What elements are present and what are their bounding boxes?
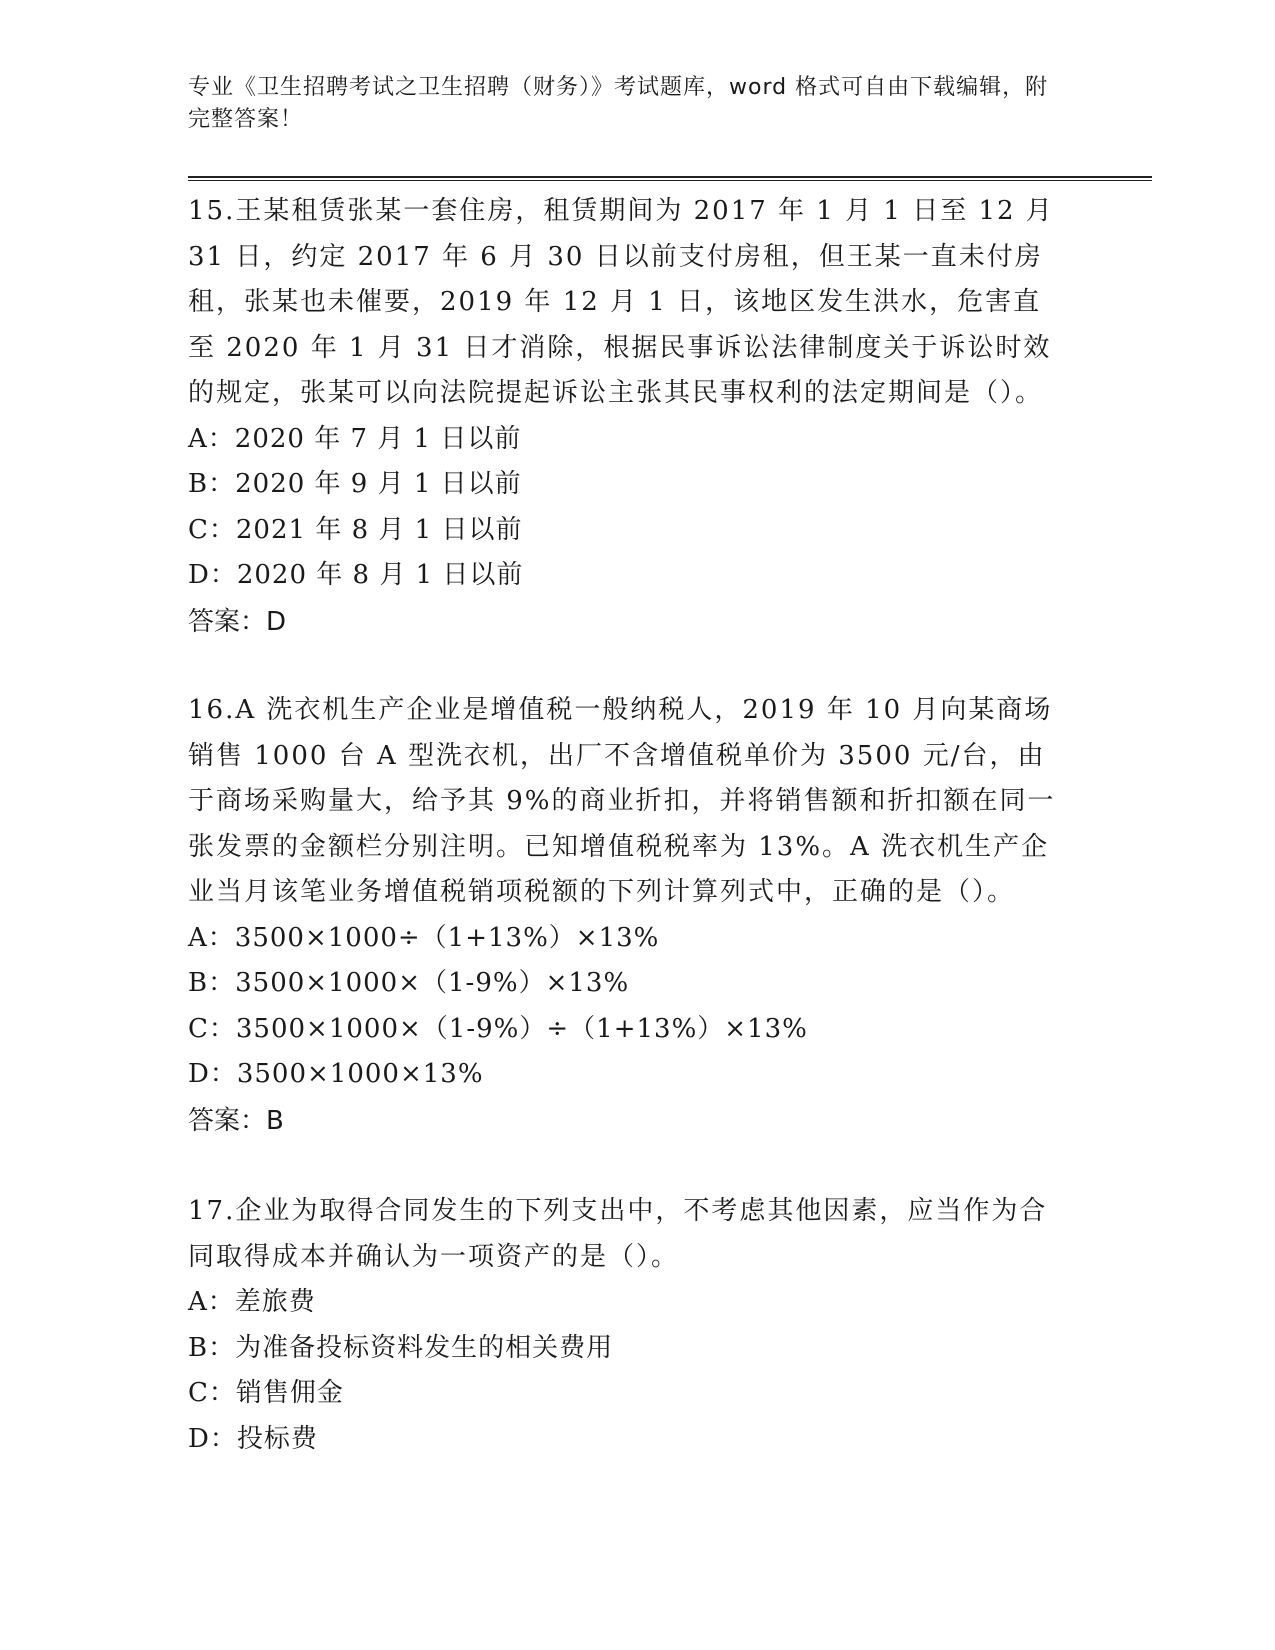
option-d: D：2020 年 8 月 1 日以前	[188, 560, 524, 590]
question-16	[188, 688, 1068, 1144]
option-c: C：3500×1000×（1-9%）÷（1+13%）×13%	[188, 1013, 808, 1044]
question-stem: 16.A 洗衣机生产企业是增值税一般纳税人，2019 年 10 月向某商场销售 1000 台 A 型洗衣机，出厂不含增值税单价为 3500 元/台，由于商场采购量大，给予其 9%的商业折扣，并将销售额和折扣额在同一张发票的金额栏分别注明。已知增值税税率为 13%。A 洗衣机生产企业当月该笔业务增值税销项税额的下列计算列式中，正确的是（）。	[188, 695, 1056, 907]
question-15	[188, 189, 1068, 645]
option-c: C：销售佣金	[188, 1378, 344, 1408]
option-b: B：为准备投标资料发生的相关费用	[188, 1332, 614, 1363]
option-d: D：投标费	[188, 1423, 318, 1454]
question-stem: 15.王某租赁张某一套住房，租赁期间为 2017 年 1 月 1 日至 12 月 31 日，约定 2017 年 6 月 30 日以前支付房租，但王某一直未付房租，张某也未催要，2019 年 12 月 1 日，该地区发生洪水，危害直至 2020 年 1 月 31 日才消除，根据民事诉讼法律制度关于诉讼时效的规定，张某可以向法院提起诉讼主张其民事权利的法定期间是（）。	[188, 196, 1054, 408]
document-header-intro: 专业《卫生招聘考试之卫生招聘（财务）》考试题库，word 格式可自由下载编辑，附完整答案！	[188, 75, 1049, 132]
option-d: D：3500×1000×13%	[188, 1059, 484, 1089]
option-c: C：2021 年 8 月 1 日以前	[188, 514, 523, 545]
question-stem: 17.企业为取得合同发生的下列支出中，不考虑其他因素，应当作为合同取得成本并确认为一项资产的是（）。	[188, 1196, 1048, 1272]
option-b: B：2020 年 9 月 1 日以前	[188, 469, 522, 499]
option-a: A：差旅费	[188, 1287, 316, 1317]
header-divider	[188, 176, 1152, 181]
answer-label: 答案：B	[188, 1105, 284, 1136]
option-a: A：3500×1000÷（1+13%）×13%	[188, 922, 660, 953]
option-b: B：3500×1000×（1-9%）×13%	[188, 968, 630, 998]
answer-label: 答案：D	[188, 606, 287, 637]
option-a: A：2020 年 7 月 1 日以前	[188, 423, 522, 454]
question-17	[188, 1189, 1068, 1462]
